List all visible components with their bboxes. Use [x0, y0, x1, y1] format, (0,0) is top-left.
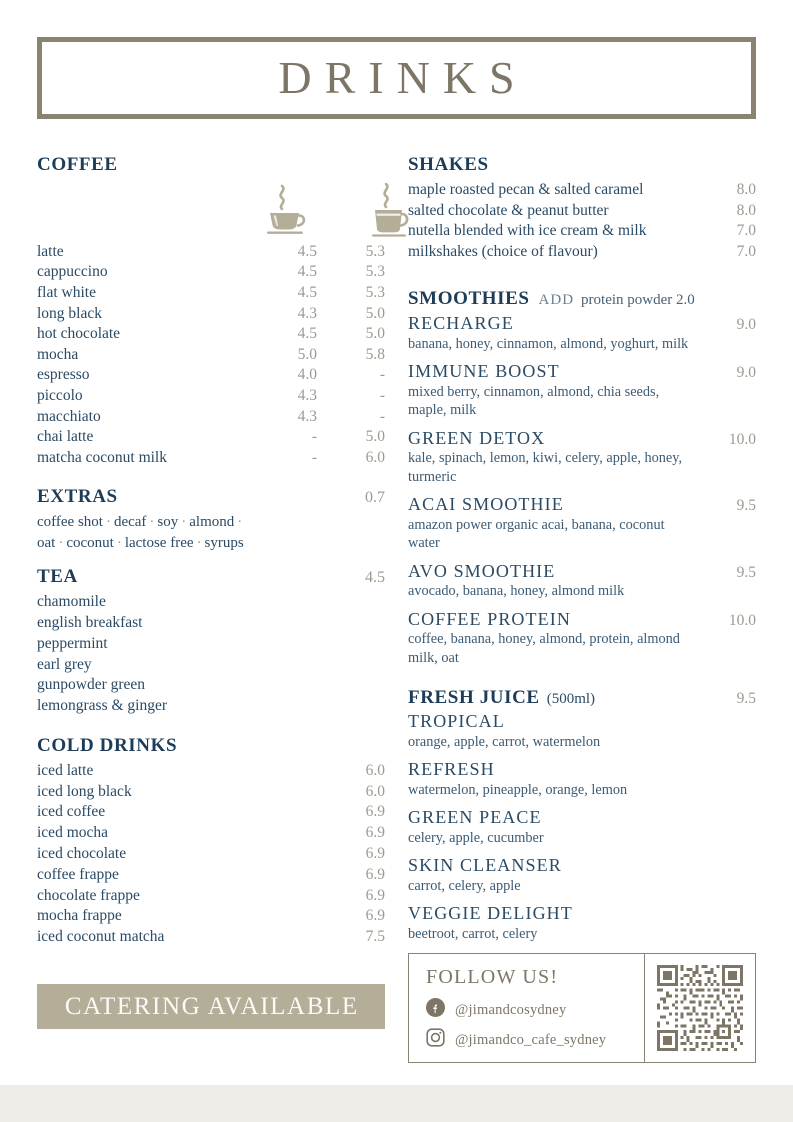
extras-option: oat: [37, 535, 56, 552]
cold-drink-name: iced latte: [37, 761, 94, 779]
smoothie-name: IMMUNE BOOST: [408, 361, 560, 382]
list-item: earl grey: [37, 655, 92, 673]
coffee-price-large: 5.8: [365, 345, 385, 363]
list-item: [408, 758, 756, 799]
juice-name: VEGGIE DELIGHT: [408, 903, 573, 924]
coffee-name: chai latte: [37, 428, 94, 446]
table-row: [37, 345, 385, 366]
cold-drink-price: 6.9: [365, 865, 385, 883]
bottom-strip: [0, 1085, 793, 1122]
instagram-icon: [426, 1028, 445, 1052]
list-item: [408, 806, 756, 847]
cold-drink-name: chocolate frappe: [37, 886, 140, 904]
catering-label: CATERING AVAILABLE: [64, 992, 359, 1020]
left-column: [37, 155, 385, 948]
coffee-price-large: -: [379, 366, 385, 384]
fresh-juice-price: 9.5: [736, 690, 756, 708]
table-row: [37, 365, 385, 386]
shake-price: 8.0: [736, 180, 756, 198]
cold-drink-name: mocha frappe: [37, 907, 122, 925]
smoothie-header: [408, 427, 756, 450]
extras-option: soy: [157, 514, 179, 531]
facebook-icon: [426, 998, 445, 1022]
list-item: [408, 201, 756, 222]
coffee-name: espresso: [37, 366, 90, 384]
cold-drinks-list: [37, 761, 385, 948]
section-heading-extras: [37, 487, 385, 508]
list-item: [408, 854, 756, 895]
smoothie-description: avocado, banana, honey, almond milk: [408, 583, 625, 600]
list-item: [408, 902, 756, 943]
smoothie-price: 9.5: [736, 497, 756, 515]
table-row: [37, 386, 385, 407]
juice-name: SKIN CLEANSER: [408, 855, 562, 876]
cold-drink-price: 7.5: [365, 928, 385, 946]
smoothie-description: kale, spinach, lemon, kiwi, celery, apple, honey, turmeric: [408, 450, 683, 485]
juice-name: TROPICAL: [408, 711, 505, 732]
smoothie-header: [408, 560, 756, 583]
smoothie-price: 9.0: [736, 316, 756, 334]
list-item: [37, 802, 385, 823]
list-item: english breakfast: [37, 614, 143, 631]
list-item: [408, 221, 756, 242]
coffee-price-small: 4.3: [297, 304, 317, 322]
coffee-price-large: 5.3: [365, 242, 385, 260]
coffee-price-small: 4.0: [297, 366, 317, 384]
extras-option: coconut: [66, 535, 114, 552]
coffee-heading-label: COFFEE: [37, 154, 118, 175]
list-item: [37, 823, 385, 844]
shake-price: 7.0: [736, 222, 756, 240]
coffee-price-small: 4.5: [297, 325, 317, 343]
shake-name: milkshakes (choice of flavour): [408, 243, 598, 261]
cold-drink-price: 6.9: [365, 907, 385, 925]
smoothie-name: GREEN DETOX: [408, 427, 546, 448]
cold-drink-price: 6.9: [365, 845, 385, 863]
coffee-price-large: 5.3: [365, 284, 385, 302]
list-item: [408, 180, 756, 201]
instagram-row[interactable]: [426, 1028, 644, 1052]
smoothie-price: 10.0: [728, 430, 756, 448]
list-item: peppermint: [37, 634, 108, 652]
cold-drink-name: iced chocolate: [37, 845, 127, 863]
smoothie-price: 10.0: [728, 611, 756, 629]
smoothie-description: amazon power organic acai, banana, coconut water: [408, 516, 665, 552]
list-item: [37, 782, 385, 803]
catering-banner: [37, 984, 385, 1029]
list-item: [37, 927, 385, 948]
table-row: [37, 407, 385, 428]
list-item: [408, 312, 756, 353]
list-item: [408, 360, 756, 420]
list-item: [408, 493, 756, 553]
smoothie-description: banana, honey, cinnamon, almond, yoghurt, milk: [408, 335, 689, 352]
follow-us-title: FOLLOW US!: [426, 966, 559, 988]
smoothies-list: [408, 312, 756, 667]
smoothie-header: [408, 493, 756, 516]
tea-price: 4.5: [365, 569, 385, 587]
cold-drink-name: iced long black: [37, 782, 132, 800]
list-item: [37, 906, 385, 927]
table-row: [37, 262, 385, 283]
extras-option: decaf: [113, 514, 147, 531]
page-title: DRINKS: [278, 52, 528, 103]
list-item: [37, 844, 385, 865]
tea-list: [37, 592, 385, 717]
shake-price: 8.0: [736, 201, 756, 219]
coffee-price-large: -: [379, 387, 385, 405]
coffee-name: matcha coconut milk: [37, 448, 167, 466]
shake-name: nutella blended with ice cream & milk: [408, 222, 647, 240]
coffee-cup-saucer-icon: [265, 183, 309, 242]
extras-line-2: [37, 533, 327, 554]
list-item: [408, 242, 756, 263]
page-title-box: [37, 37, 756, 119]
separator-dot: ·: [116, 535, 122, 552]
juice-description: watermelon, pineapple, orange, lemon: [408, 781, 628, 798]
coffee-price-large: 5.3: [365, 263, 385, 281]
table-row: [37, 283, 385, 304]
facebook-handle[interactable]: @jimandcosydney: [455, 1001, 567, 1018]
extras-option: almond: [189, 514, 235, 531]
extras-list: [37, 512, 327, 554]
follow-us-box: [408, 953, 756, 1063]
coffee-price-small: 4.5: [297, 263, 317, 281]
coffee-price-small: 4.5: [297, 284, 317, 302]
list-item: [408, 427, 756, 487]
smoothie-price: 9.5: [736, 563, 756, 581]
juice-name: REFRESH: [408, 759, 495, 780]
extras-option: syrups: [204, 535, 244, 552]
smoothie-header: [408, 312, 756, 335]
coffee-name: cappuccino: [37, 263, 108, 281]
fresh-juice-heading-label: FRESH JUICE: [408, 687, 540, 709]
coffee-size-icons: [37, 180, 385, 242]
coffee-price-large: 5.0: [365, 428, 385, 446]
fresh-juice-size: (500ml): [546, 691, 596, 708]
section-heading-tea: [37, 567, 385, 588]
shakes-heading-label: SHAKES: [408, 154, 489, 175]
coffee-price-large: 5.0: [365, 304, 385, 322]
instagram-handle[interactable]: @jimandco_cafe_sydney: [455, 1031, 607, 1048]
juice-description: orange, apple, carrot, watermelon: [408, 733, 601, 750]
table-row: [37, 427, 385, 448]
coffee-price-large: 5.0: [365, 325, 385, 343]
coffee-name: mocha: [37, 345, 79, 363]
separator-dot: ·: [196, 535, 202, 552]
shake-name: maple roasted pecan & salted caramel: [408, 180, 644, 198]
cold-drink-name: coffee frappe: [37, 865, 119, 883]
shake-price: 7.0: [736, 243, 756, 261]
coffee-price-small: 5.0: [297, 345, 317, 363]
list-item: chamomile: [37, 593, 106, 611]
list-item: lemongrass & ginger: [37, 697, 168, 715]
cold-drink-price: 6.9: [365, 803, 385, 821]
list-item: gunpowder green: [37, 676, 146, 694]
smoothie-price: 9.0: [736, 364, 756, 382]
cold-drink-name: iced coffee: [37, 803, 106, 821]
coffee-price-small: 4.3: [297, 387, 317, 405]
cold-drink-name: iced coconut matcha: [37, 928, 165, 946]
coffee-price-large: -: [379, 407, 385, 425]
cold-drinks-heading-label: COLD DRINKS: [37, 734, 178, 756]
tea-heading-label: TEA: [37, 566, 78, 588]
section-heading-shakes: [408, 155, 756, 176]
list-item: [37, 761, 385, 782]
section-heading-fresh-juice: [408, 687, 756, 709]
coffee-price-small: 4.5: [297, 242, 317, 260]
separator-dot: ·: [181, 514, 187, 531]
follow-us-content: [409, 954, 644, 1062]
juice-description: celery, apple, cucumber: [408, 829, 544, 846]
qr-code-container: [645, 954, 755, 1062]
cold-drink-price: 6.0: [365, 782, 385, 800]
smoothie-name: RECHARGE: [408, 313, 514, 334]
separator-dot: ·: [105, 514, 111, 531]
section-heading-coffee: [37, 155, 385, 176]
coffee-price-table: [37, 242, 385, 469]
fresh-juice-list: [408, 710, 756, 943]
facebook-row[interactable]: [426, 998, 644, 1022]
extras-line-1: [37, 512, 327, 533]
cold-drink-price: 6.9: [365, 886, 385, 904]
coffee-price-large: 6.0: [365, 448, 385, 466]
coffee-name: macchiato: [37, 407, 101, 425]
list-item: [37, 886, 385, 907]
separator-dot: ·: [58, 535, 64, 552]
fresh-juice-title-group: [408, 687, 595, 709]
list-item: [408, 710, 756, 751]
smoothie-header: [408, 360, 756, 383]
smoothies-add-text: protein powder 2.0: [581, 292, 695, 309]
coffee-name: latte: [37, 242, 64, 260]
coffee-name: long black: [37, 304, 102, 322]
list-item: [37, 865, 385, 886]
extras-option: lactose free: [124, 535, 194, 552]
juice-description: carrot, celery, apple: [408, 877, 521, 894]
table-row: [37, 304, 385, 325]
list-item: [408, 560, 756, 601]
coffee-name: hot chocolate: [37, 325, 121, 343]
shake-name: salted chocolate & peanut butter: [408, 201, 609, 219]
smoothie-description: mixed berry, cinnamon, almond, chia seeds, maple, milk: [408, 383, 660, 419]
qr-code-icon[interactable]: [657, 965, 743, 1051]
extras-option: coffee shot: [37, 514, 103, 531]
coffee-price-small: -: [311, 448, 317, 466]
smoothie-header: [408, 608, 756, 631]
separator-dot: ·: [237, 514, 243, 531]
section-heading-smoothies: [408, 288, 756, 310]
extras-price: 0.7: [365, 489, 385, 507]
smoothies-add-label: ADD: [538, 292, 575, 309]
coffee-price-small: -: [311, 428, 317, 446]
smoothie-name: COFFEE PROTEIN: [408, 608, 571, 629]
smoothie-description: coffee, banana, honey, almond, protein, almond milk, oat: [408, 631, 680, 666]
extras-heading-label: EXTRAS: [37, 486, 118, 508]
shakes-list: [408, 180, 756, 263]
cold-drink-price: 6.0: [365, 761, 385, 779]
section-heading-cold-drinks: [37, 736, 385, 757]
coffee-name: flat white: [37, 284, 96, 302]
juice-name: GREEN PEACE: [408, 807, 542, 828]
coffee-price-small: 4.3: [297, 407, 317, 425]
table-row: [37, 448, 385, 469]
table-row: [37, 324, 385, 345]
smoothie-name: AVO SMOOTHIE: [408, 560, 556, 581]
cold-drink-price: 6.9: [365, 824, 385, 842]
smoothies-heading-label: SMOOTHIES: [408, 288, 530, 310]
cold-drink-name: iced mocha: [37, 824, 109, 842]
smoothie-name: ACAI SMOOTHIE: [408, 494, 564, 515]
coffee-mug-icon: [369, 183, 413, 242]
coffee-name: piccolo: [37, 387, 83, 405]
juice-description: beetroot, carrot, celery: [408, 925, 538, 942]
list-item: [408, 608, 756, 668]
right-column: [408, 155, 756, 950]
separator-dot: ·: [149, 514, 155, 531]
table-row: [37, 242, 385, 263]
